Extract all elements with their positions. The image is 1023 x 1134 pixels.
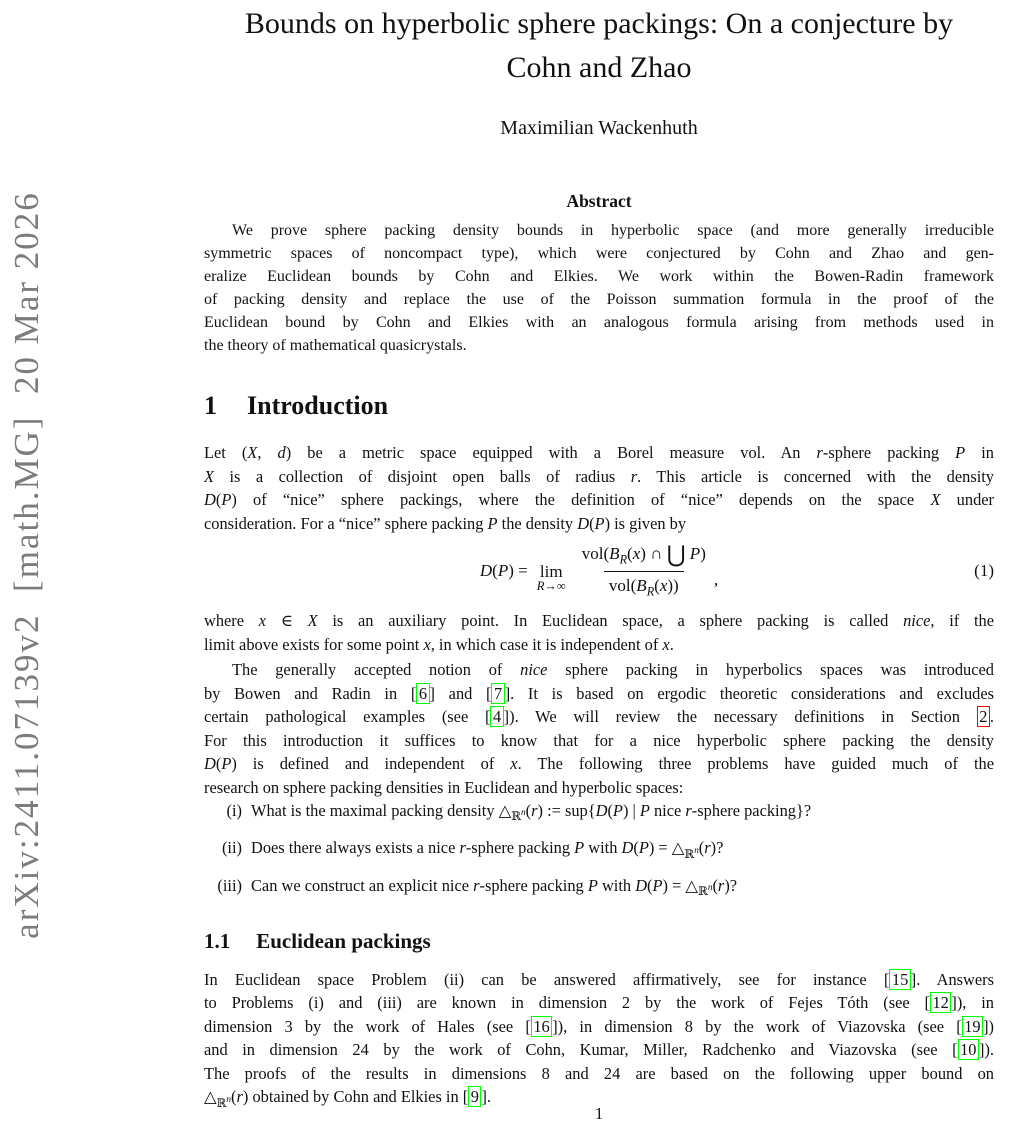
text-line: of packing density and replace the use of the Poisson summation formula in the proof of the (204, 291, 994, 308)
text-line: In Euclidean space Problem (ii) can be answered affirmatively, see for instance [ 15 ]. Answers (204, 969, 994, 989)
equation-number: (1) (974, 561, 994, 580)
author-name: Maximilian Wackenhuth (500, 117, 698, 139)
problem-item (204, 874, 994, 903)
problem-text: What is the maximal packing density $\triangle_{ℝ^n}(r)$ := sup{D(P) | P nice r-sphere packing}? (251, 801, 812, 824)
intro-paragraph-1 (204, 441, 994, 535)
lim-subscript: R→∞ (536, 579, 566, 594)
section-heading-introduction (204, 390, 994, 422)
abstract-text (204, 219, 994, 357)
text-line: consideration. For a “nice” sphere packing P the density D(P) is given by (204, 513, 687, 533)
equation-1 (204, 543, 994, 599)
text-line: We prove sphere packing density bounds in hyperbolic space (and more generally irreducible (232, 222, 994, 239)
section-title: Introduction (247, 391, 389, 420)
citation-link[interactable]: 12 (930, 992, 951, 1013)
lim-word: lim (539, 561, 563, 581)
problem-item (204, 799, 994, 828)
text-line: $\triangle_{ℝ^n}(r)$ obtained by Cohn and Elkies in [ 9 ]. (204, 1087, 491, 1109)
citation-link[interactable]: 9 (468, 1086, 481, 1107)
text-line: Let (X, d) be a metric space equipped with a Borel measure vol. An r-sphere packing P in (204, 443, 994, 462)
problem-marker: (i) (226, 801, 242, 820)
citation-link[interactable]: 6 (416, 683, 429, 704)
citation-link[interactable]: 19 (962, 1016, 983, 1037)
title-line-1: Bounds on hyperbolic sphere packings: On a conjecture by (244, 7, 954, 40)
problem-marker: (iii) (217, 875, 242, 895)
equation-lhs: D(P) = (479, 561, 528, 580)
paper-content (204, 0, 994, 1109)
text-line: The proofs of the results in dimensions 8 and 24 are based on the following upper bound on (204, 1063, 994, 1083)
euclidean-paragraph (204, 968, 994, 1109)
text-line: research on sphere packing densities in Euclidean and hyperbolic spaces: (204, 777, 684, 797)
section-number: 1 (204, 391, 217, 420)
problem-list (204, 799, 994, 903)
arxiv-watermark: arXiv:2411.07139v2 [math.MG] 20 Mar 2026 (7, 191, 46, 939)
subsection-heading-euclidean-packings (204, 927, 994, 955)
fraction (577, 543, 711, 599)
citation-link[interactable]: 4 (490, 706, 503, 727)
text-line: D(P) of “nice” sphere packings, where the definition of “nice” depends on the space X under (204, 490, 994, 509)
intro-paragraph-3 (204, 658, 994, 799)
text-line: For this introduction it suffices to know that for a nice hyperbolic sphere packing the density (204, 730, 994, 750)
text-line: The generally accepted notion of nice sphere packing in hyperbolics spaces was introduced (232, 660, 994, 679)
text-line: eralize Euclidean bounds by Cohn and Elkies. We work within the Bowen-Radin framework (204, 268, 994, 285)
subsection-title: Euclidean packings (256, 928, 431, 953)
text-line: Euclidean bound by Cohn and Elkies with an analogous formula arising from methods used in (204, 314, 994, 331)
text-line: dimension 3 by the work of Hales (see [ 16 ]), in dimension 8 by the work of Viazovska (see [ 19 ]) (204, 1016, 994, 1036)
section-link[interactable]: 2 (977, 706, 990, 727)
subsection-number: 1.1 (204, 928, 231, 953)
problem-item (204, 836, 994, 865)
text-line: limit above exists for some point x, in which case it is independent of x. (204, 634, 674, 654)
text-line: symmetric spaces of noncompact type), which were conjectured by Cohn and Zhao and gen- (204, 245, 994, 262)
page-number: 1 (594, 1104, 604, 1123)
problem-marker: (ii) (221, 838, 242, 858)
intro-paragraph-2 (204, 609, 994, 656)
citation-link[interactable]: 15 (889, 969, 910, 990)
title-line-2: Cohn and Zhao (506, 51, 692, 84)
problem-text: Does there always exists a nice r-sphere packing P with $D(P) = \triangle_{ℝ^n}(r)$? (251, 838, 724, 861)
text-line: certain pathological examples (see [ 4 ]). We will review the necessary definitions in Section 2 . (204, 707, 994, 726)
citation-link[interactable]: 7 (491, 683, 504, 704)
text-line: where x ∈ X is an auxiliary point. In Euclidean space, a sphere packing is called nice, if the (204, 611, 994, 630)
fraction-denominator: $vol(B_R(x))$ (604, 571, 684, 600)
abstract-heading: Abstract (566, 191, 632, 211)
citation-link[interactable]: 10 (958, 1039, 979, 1060)
fraction-numerator: $vol(B_R(x)$ ∩ ⋃ P) (581, 541, 706, 567)
paper-title (169, 0, 1023, 90)
text-line: by Bowen and Radin in [ 6 ] and [ 7 ]. It is based on ergodic theoretic considerations and excludes (204, 683, 994, 703)
problem-text: Can we construct an explicit nice r-sphere packing P with $D(P) = \triangle_{ℝ^n}(r)$? (251, 875, 738, 898)
text-line: to Problems (i) and (iii) are known in dimension 2 by the work of Fejes Tóth (see [ 12 ]), in (204, 993, 994, 1013)
text-line: X is a collection of disjoint open balls of radius r. This article is concerned with the density (204, 466, 994, 486)
citation-link[interactable]: 16 (531, 1016, 552, 1037)
equation-comma: , (713, 570, 719, 589)
text-line: D(P) is defined and independent of x. The following three problems have guided much of the (204, 754, 994, 773)
text-line: and in dimension 24 by the work of Cohn, Kumar, Miller, Radchenko and Viazovska (see [ 10 ]). (204, 1040, 994, 1060)
text-line: the theory of mathematical quasicrystals. (204, 337, 467, 354)
limit-operator (537, 563, 566, 594)
